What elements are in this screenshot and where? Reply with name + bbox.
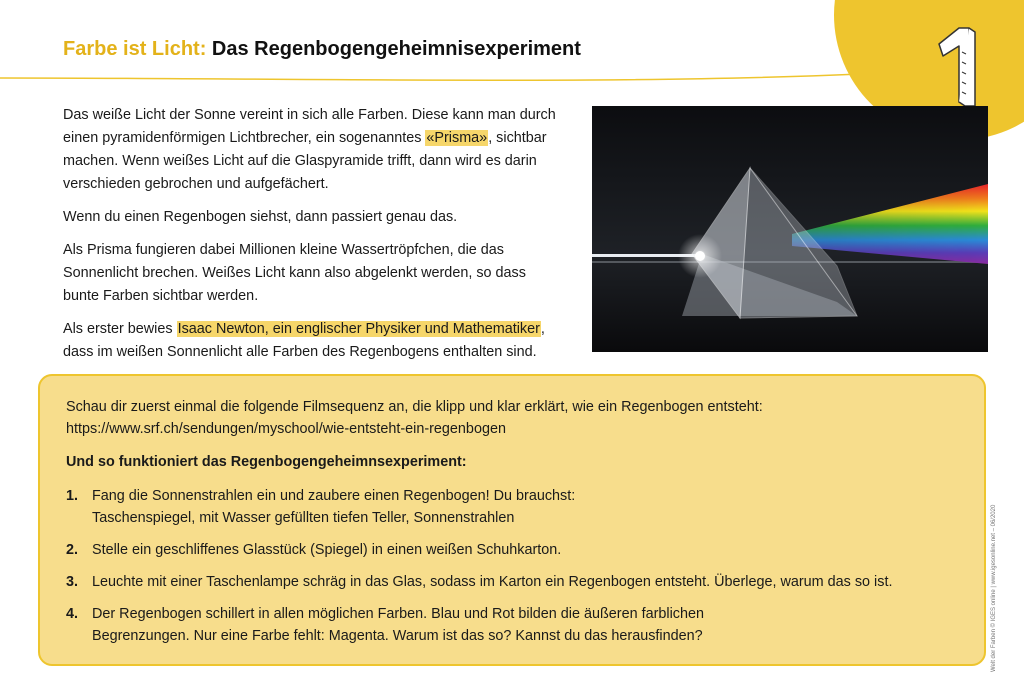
title-accent: Farbe ist Licht: xyxy=(63,38,207,60)
list-item: 3. Leuchte mit einer Taschenlampe schräg in das Glas, sodass im Karton ein Regenbogen entsteht. Überlege, warum das so ist. xyxy=(66,571,966,593)
step-number: 1. xyxy=(66,488,79,504)
prisma-highlight: «Prisma» xyxy=(426,130,488,146)
steps-list xyxy=(66,485,966,647)
film-link[interactable]: https://www.srf.ch/sendungen/myschool/wie-entsteht-ein-regenbogen xyxy=(66,421,506,437)
prism-rainbow-image xyxy=(592,106,988,352)
intro-paragraph-4: Als erster bewies Isaac Newton, ein englischer Physiker und Mathematiker, dass im weißen Sonnenlicht alle Farben des Regenbogens enthalten sind. xyxy=(63,321,545,360)
intro-text xyxy=(63,104,563,374)
step-number: 4. xyxy=(66,606,79,622)
newton-highlight: Isaac Newton, ein englischer Physiker und Mathematiker xyxy=(177,321,540,337)
list-item: 4. Der Regenbogen schillert in allen möglichen Farben. Blau und Rot bilden die äußeren farblichen Begrenzungen. Nur eine Farbe fehlt: Magenta. Warum ist das so? Kannst du das herausfinden? xyxy=(66,603,966,647)
step-number: 2. xyxy=(66,542,79,558)
intro-paragraph-1: Das weiße Licht der Sonne vereint in sich alle Farben. Diese kann man durch einen pyramidenförmigen Lichtbrecher, ein sogenanntes «Prisma», sichtbar machen. Wenn weißes Licht auf die Glaspyramide trifft, dann wird es darin verschieden gebrochen und aufgefächert. xyxy=(63,107,556,192)
task-intro: Schau dir zuerst einmal die folgende Filmsequenz an, die klipp und klar erklärt, wie ein Regenbogen entsteht: xyxy=(66,399,763,415)
copyright-note: Welt der Farben © IGES online | www.igesonline.net – 06/2020 xyxy=(991,504,997,672)
intro-paragraph-2: Wenn du einen Regenbogen siehst, dann passiert genau das. xyxy=(63,209,458,225)
page-title xyxy=(63,38,581,61)
list-item: 1. Fang die Sonnenstrahlen ein und zaubere einen Regenbogen! Du brauchst: Taschenspiegel, mit Wasser gefüllten tiefen Teller, Sonnenstrahlen xyxy=(66,485,966,529)
steps-heading: Und so funktioniert das Regenbogengeheimnsexperiment: xyxy=(66,454,467,470)
task-box-content xyxy=(66,396,966,657)
title-main: Das Regenbogengeheimnisexperiment xyxy=(211,38,581,60)
intro-paragraph-3: Als Prisma fungieren dabei Millionen kleine Wassertröpfchen, die das Sonnenlicht brechen. Weißes Licht kann also abgelenkt werden, so dass bunte Farben sichtbar werden. xyxy=(63,242,526,304)
task-box xyxy=(38,374,986,666)
page-number-one-icon xyxy=(929,22,989,112)
list-item: 2. Stelle ein geschliffenes Glasstück (Spiegel) in einen weißen Schuhkarton. xyxy=(66,539,966,561)
step-number: 3. xyxy=(66,574,79,590)
